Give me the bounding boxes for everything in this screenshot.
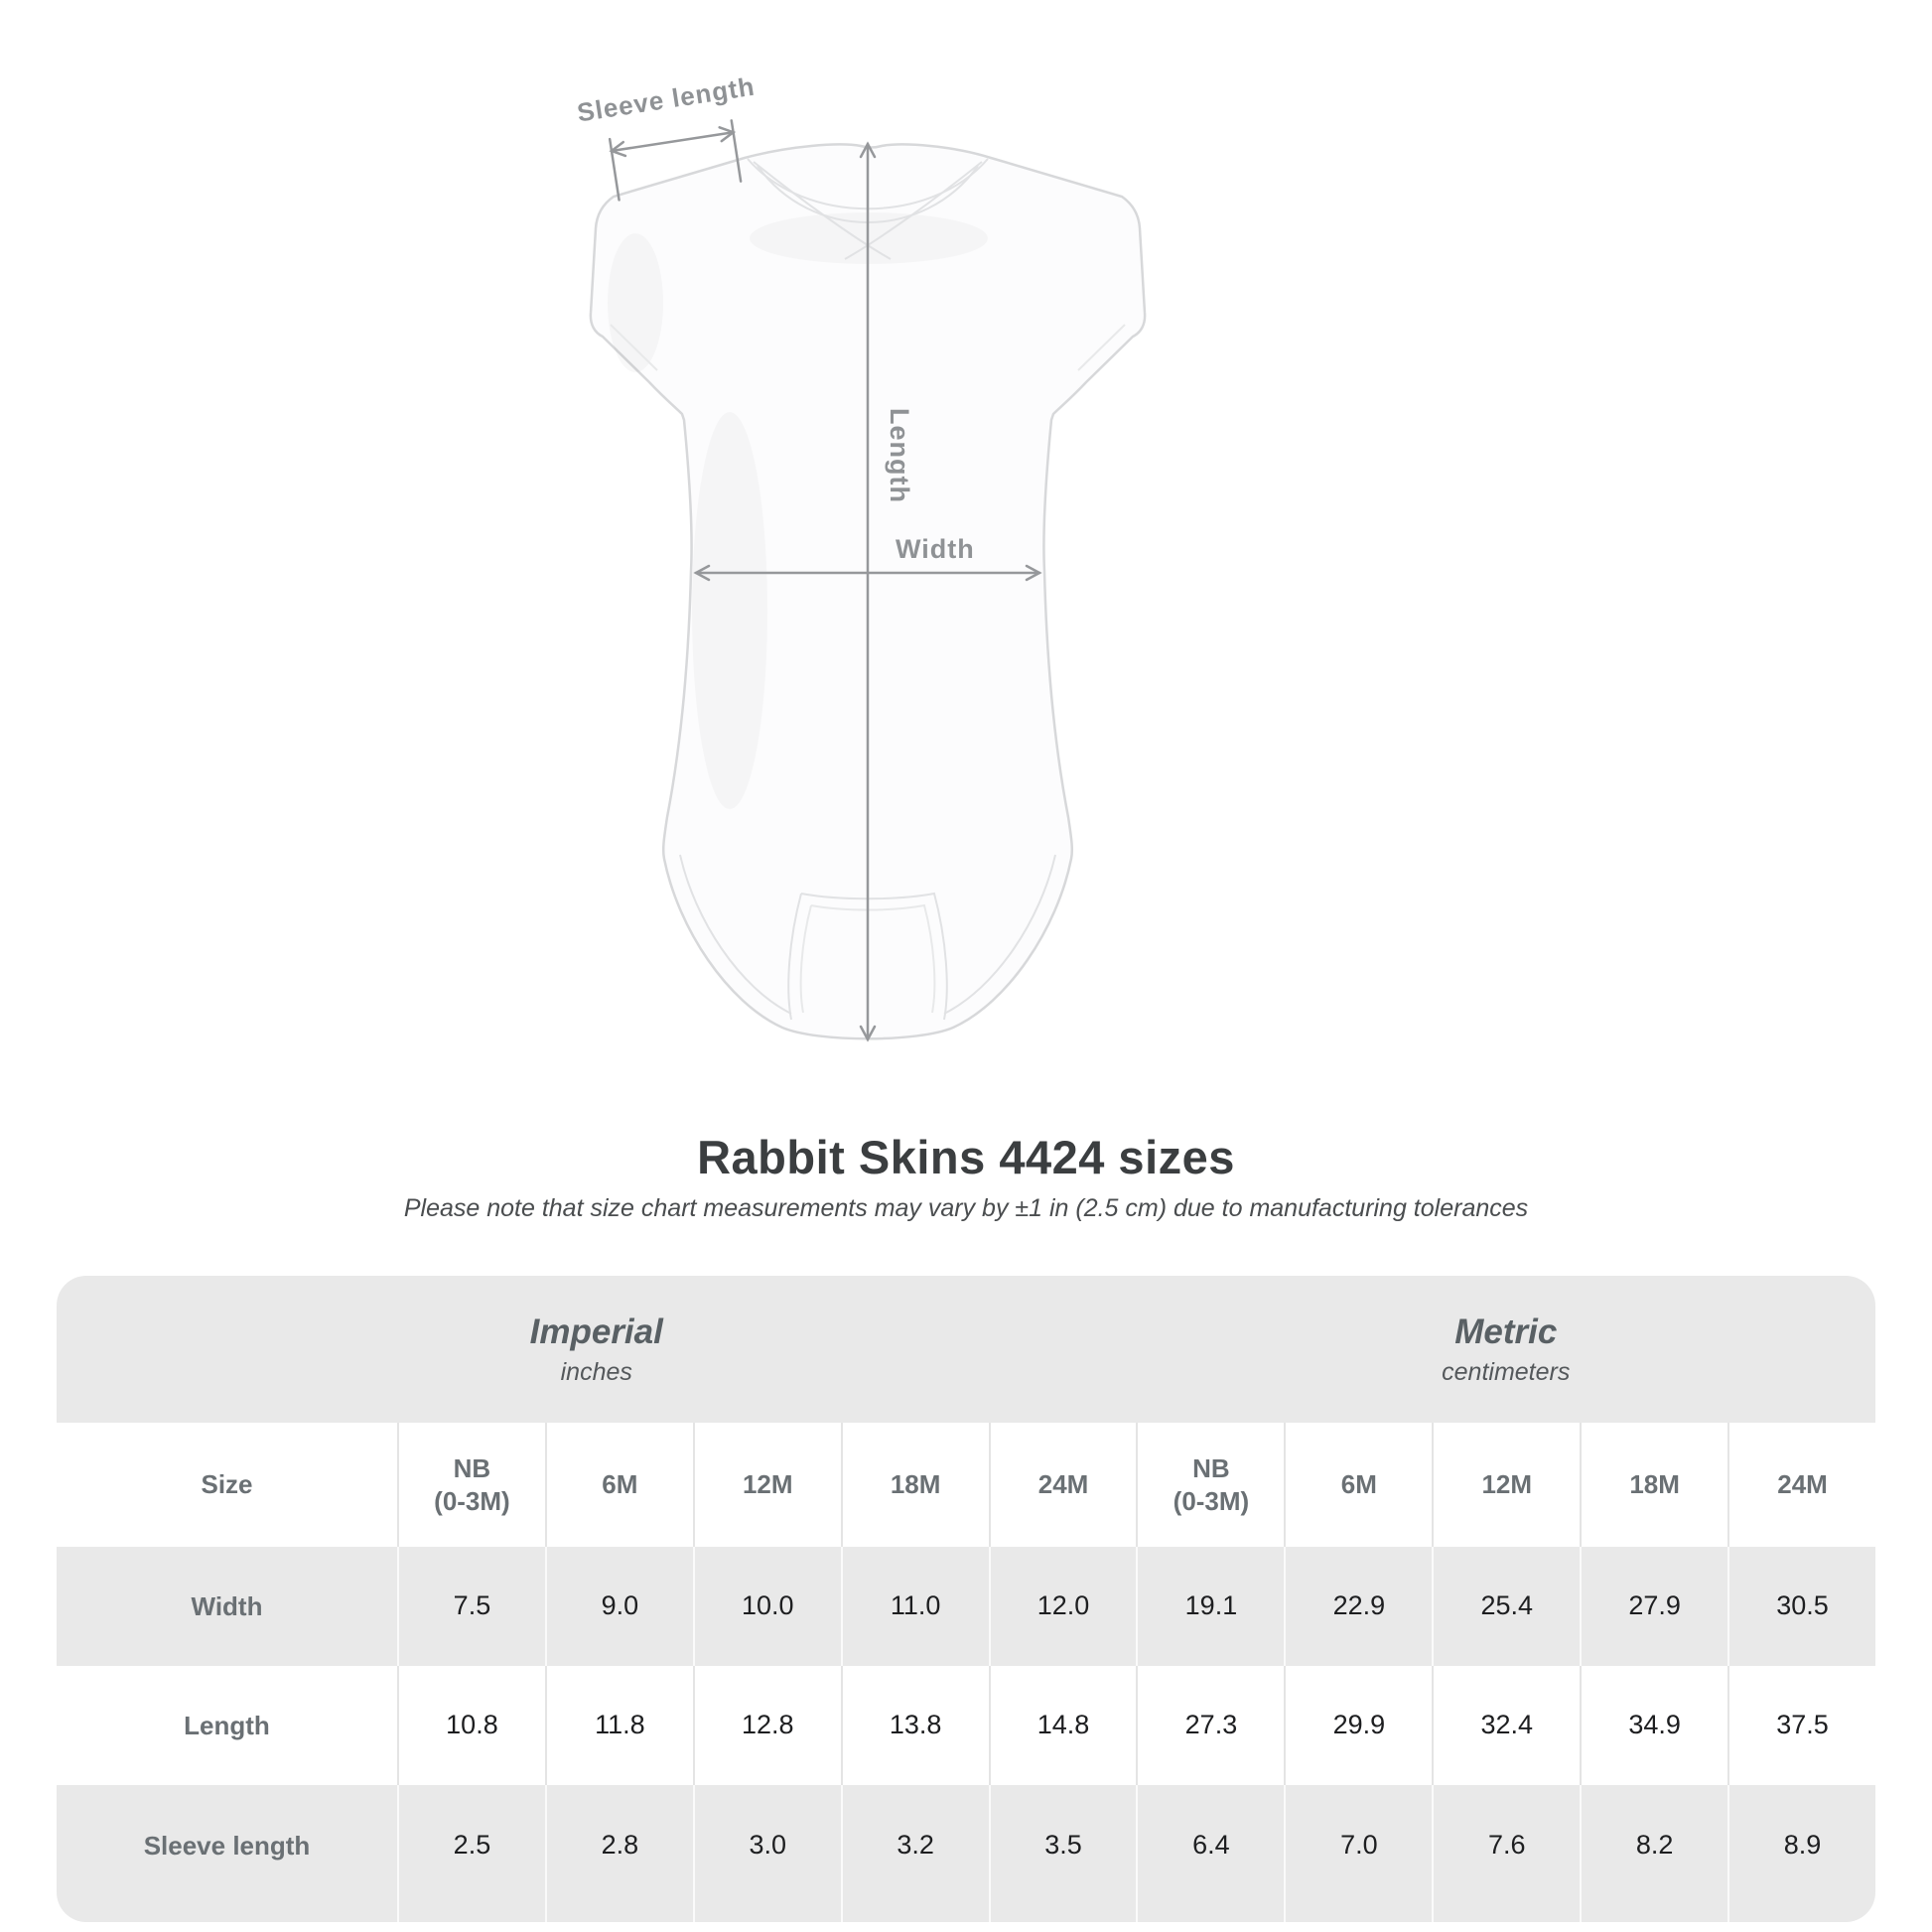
col-header-line: (0-3M): [1173, 1485, 1250, 1516]
table-cell: 11.8: [545, 1666, 693, 1785]
col-header-line: 12M: [742, 1469, 793, 1500]
col-header-line: 12M: [1481, 1469, 1533, 1500]
metric-unit: centimeters: [1442, 1357, 1571, 1386]
table-cell: 12.0: [989, 1547, 1137, 1666]
table-cell: 30.5: [1727, 1547, 1875, 1666]
table-cell: 25.4: [1432, 1547, 1580, 1666]
row-label: Length: [184, 1710, 270, 1740]
col-header-line: 24M: [1777, 1469, 1828, 1500]
table-cell: 2.5: [397, 1785, 545, 1922]
col-header-metric-24m: [1727, 1423, 1875, 1547]
col-header-line: 24M: [1037, 1469, 1089, 1500]
table-cell: 12.8: [693, 1666, 841, 1785]
table-cell: 14.8: [989, 1666, 1137, 1785]
col-header-line: NB: [453, 1453, 491, 1483]
tolerance-note: Please note that size chart measurements may vary by ±1 in (2.5 cm) due to manufacturing tolerances: [403, 1194, 1529, 1222]
table-cell: 32.4: [1432, 1666, 1580, 1785]
col-header-imperial-24m: [989, 1423, 1137, 1547]
table-cell: 8.9: [1727, 1785, 1875, 1922]
metric-title: Metric: [1454, 1311, 1558, 1351]
imperial-unit: inches: [560, 1357, 632, 1386]
body-shading: [692, 412, 767, 809]
table-cell: 6.4: [1136, 1785, 1284, 1922]
table-cell: 19.1: [1136, 1547, 1284, 1666]
col-header-imperial-18m: [841, 1423, 989, 1547]
table-cell: 10.0: [693, 1547, 841, 1666]
table-cell: 7.5: [397, 1547, 545, 1666]
col-header-line: 18M: [1629, 1469, 1680, 1500]
unit-band-row: [57, 1276, 1875, 1423]
row-label: Sleeve length: [143, 1830, 311, 1861]
sleeve-length-label: Sleeve length: [575, 70, 758, 128]
table-cell: 37.5: [1727, 1666, 1875, 1785]
table-cell: 27.3: [1136, 1666, 1284, 1785]
table-cell: 29.9: [1284, 1666, 1432, 1785]
table-cell: 22.9: [1284, 1547, 1432, 1666]
table-cell: 3.2: [841, 1785, 989, 1922]
width-label: Width: [896, 534, 975, 564]
metric-section-header: [1137, 1276, 1876, 1423]
table-cell: 27.9: [1580, 1547, 1727, 1666]
table-row-width: [57, 1547, 1875, 1666]
table-cell: 7.6: [1432, 1785, 1580, 1922]
table-cell: 11.0: [841, 1547, 989, 1666]
col-header-line: 6M: [1340, 1469, 1377, 1500]
table-cell: 3.0: [693, 1785, 841, 1922]
row-label: Width: [191, 1590, 263, 1621]
sleeve-shading: [608, 233, 663, 372]
table-cell: 13.8: [841, 1666, 989, 1785]
size-chart-table: [57, 1276, 1875, 1922]
length-label: Length: [885, 408, 914, 503]
table-cell: 34.9: [1580, 1666, 1727, 1785]
col-header-metric-12m: [1432, 1423, 1580, 1547]
col-header-line: 18M: [890, 1469, 941, 1500]
table-cell: 2.8: [545, 1785, 693, 1922]
imperial-title: Imperial: [529, 1311, 663, 1351]
table-cell: 10.8: [397, 1666, 545, 1785]
table-cell: 8.2: [1580, 1785, 1727, 1922]
col-header-line: (0-3M): [434, 1485, 510, 1516]
col-header-imperial-6m: [545, 1423, 693, 1547]
col-header-metric-18m: [1580, 1423, 1727, 1547]
table-row-sleeve-length: [57, 1785, 1875, 1922]
table-cell: 9.0: [545, 1547, 693, 1666]
col-header-metric-6m: [1284, 1423, 1432, 1547]
imperial-section-header: [57, 1276, 1137, 1423]
onesie-illustration: [541, 55, 1196, 1067]
col-header-metric-nb: [1136, 1423, 1284, 1547]
table-row-length: [57, 1666, 1875, 1785]
size-corner-label: Size: [201, 1469, 253, 1500]
col-header-line: NB: [1192, 1453, 1230, 1483]
table-cell: 7.0: [1284, 1785, 1432, 1922]
page-title: Rabbit Skins 4424 sizes: [697, 1131, 1235, 1183]
col-header-line: 6M: [602, 1469, 638, 1500]
table-cell: 3.5: [989, 1785, 1137, 1922]
col-header-imperial-nb: [397, 1423, 545, 1547]
col-header-imperial-12m: [693, 1423, 841, 1547]
size-header-row: [57, 1423, 1875, 1547]
